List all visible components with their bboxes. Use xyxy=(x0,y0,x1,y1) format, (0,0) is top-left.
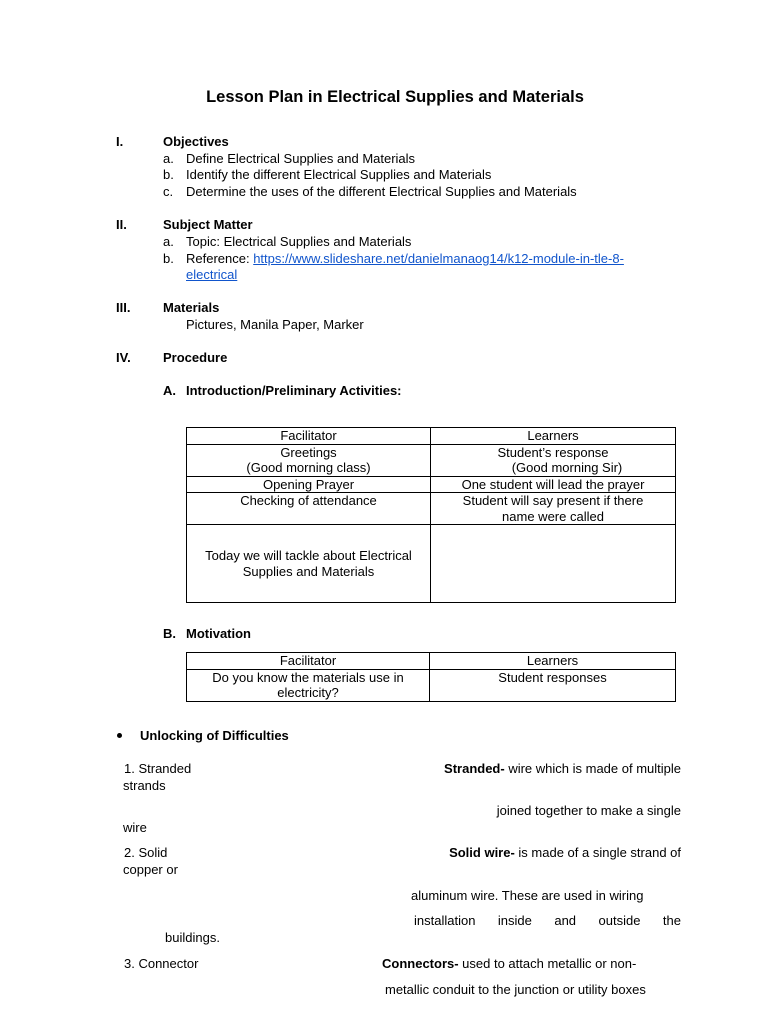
column-header-learners: Learners xyxy=(431,428,676,445)
term-definition: copper or xyxy=(123,862,178,877)
table-cell: Today we will tackle about Electrical Supplies and Materials xyxy=(187,525,431,603)
list-item xyxy=(186,251,624,267)
term-label: 1. Stranded xyxy=(124,761,192,776)
term-label: 3. Connector xyxy=(124,956,199,971)
section-numeral: II. xyxy=(116,217,127,232)
table-cell-empty xyxy=(431,525,676,603)
bullet-icon xyxy=(117,733,122,738)
term-definition: aluminum wire. These are used in wiring xyxy=(411,888,644,903)
term-definition: buildings. xyxy=(165,930,220,945)
term-definition: installation inside and outside the xyxy=(414,913,681,928)
table-cell: Greetings (Good morning class) xyxy=(187,444,431,476)
table-row xyxy=(187,493,676,525)
section-heading-materials: Materials xyxy=(163,300,220,315)
term-definition: wire xyxy=(123,820,147,835)
subsection-heading-motivation: Motivation xyxy=(186,626,251,641)
table-cell: Do you know the materials use in electricity? xyxy=(187,669,430,701)
list-item: Topic: Electrical Supplies and Materials xyxy=(186,234,412,249)
subsection-heading-introduction: Introduction/Preliminary Activities: xyxy=(186,383,402,398)
term-definition: Stranded- wire which is made of multiple xyxy=(444,761,681,776)
page-title: Lesson Plan in Electrical Supplies and Materials xyxy=(206,88,584,106)
reference-link-continuation[interactable]: electrical xyxy=(186,267,238,282)
list-marker: a. xyxy=(163,151,174,166)
table-cell: Opening Prayer xyxy=(187,476,431,493)
term-name: Stranded- xyxy=(444,761,505,776)
unlocking-heading: Unlocking of Difficulties xyxy=(140,728,289,743)
section-numeral: I. xyxy=(116,134,124,149)
section-heading-procedure: Procedure xyxy=(163,350,228,365)
table-header-row xyxy=(187,653,676,670)
table-cell: Student’s response (Good morning Sir) xyxy=(431,444,676,476)
term-definition: joined together to make a single xyxy=(496,803,681,818)
term-name: Solid wire- xyxy=(449,845,515,860)
materials-text: Pictures, Manila Paper, Marker xyxy=(186,317,364,332)
term-definition: strands xyxy=(123,778,166,793)
reference-link[interactable]: https://www.slideshare.net/danielmanaog14/k12-module-in-tle-8- xyxy=(253,251,624,266)
list-item: Define Electrical Supplies and Materials xyxy=(186,151,416,166)
section-numeral: III. xyxy=(116,300,131,315)
table-row xyxy=(187,525,676,603)
list-marker: b. xyxy=(163,167,174,182)
table-cell: Student responses xyxy=(430,669,676,701)
section-heading-subject-matter: Subject Matter xyxy=(163,217,253,232)
table-row xyxy=(187,444,676,476)
list-item: Determine the uses of the different Electrical Supplies and Materials xyxy=(186,184,577,199)
table-cell: Student will say present if there name were called xyxy=(431,493,676,525)
term-definition: Connectors- used to attach metallic or non- xyxy=(382,956,637,971)
table-row xyxy=(187,669,676,701)
list-marker: a. xyxy=(163,234,174,249)
column-header-facilitator: Facilitator xyxy=(187,428,431,445)
section-numeral: IV. xyxy=(116,350,131,365)
table-cell: One student will lead the prayer xyxy=(431,476,676,493)
section-heading-objectives: Objectives xyxy=(163,134,229,149)
motivation-table xyxy=(186,652,676,702)
table-row xyxy=(187,476,676,493)
list-item: Identify the different Electrical Supplies and Materials xyxy=(186,167,492,182)
list-marker: b. xyxy=(163,251,174,266)
list-item xyxy=(186,267,237,283)
term-name: Connectors- xyxy=(382,956,459,971)
term-definition: Solid wire- is made of a single strand of xyxy=(449,845,681,860)
term-label: 2. Solid xyxy=(124,845,168,860)
column-header-facilitator: Facilitator xyxy=(187,653,430,670)
reference-label: Reference: xyxy=(186,251,254,266)
subsection-marker: A. xyxy=(163,383,176,398)
column-header-learners: Learners xyxy=(430,653,676,670)
term-definition: metallic conduit to the junction or utility boxes xyxy=(385,982,646,997)
list-marker: c. xyxy=(163,184,174,199)
introduction-table xyxy=(186,427,676,603)
table-header-row xyxy=(187,428,676,445)
table-cell: Checking of attendance xyxy=(187,493,431,525)
subsection-marker: B. xyxy=(163,626,176,641)
